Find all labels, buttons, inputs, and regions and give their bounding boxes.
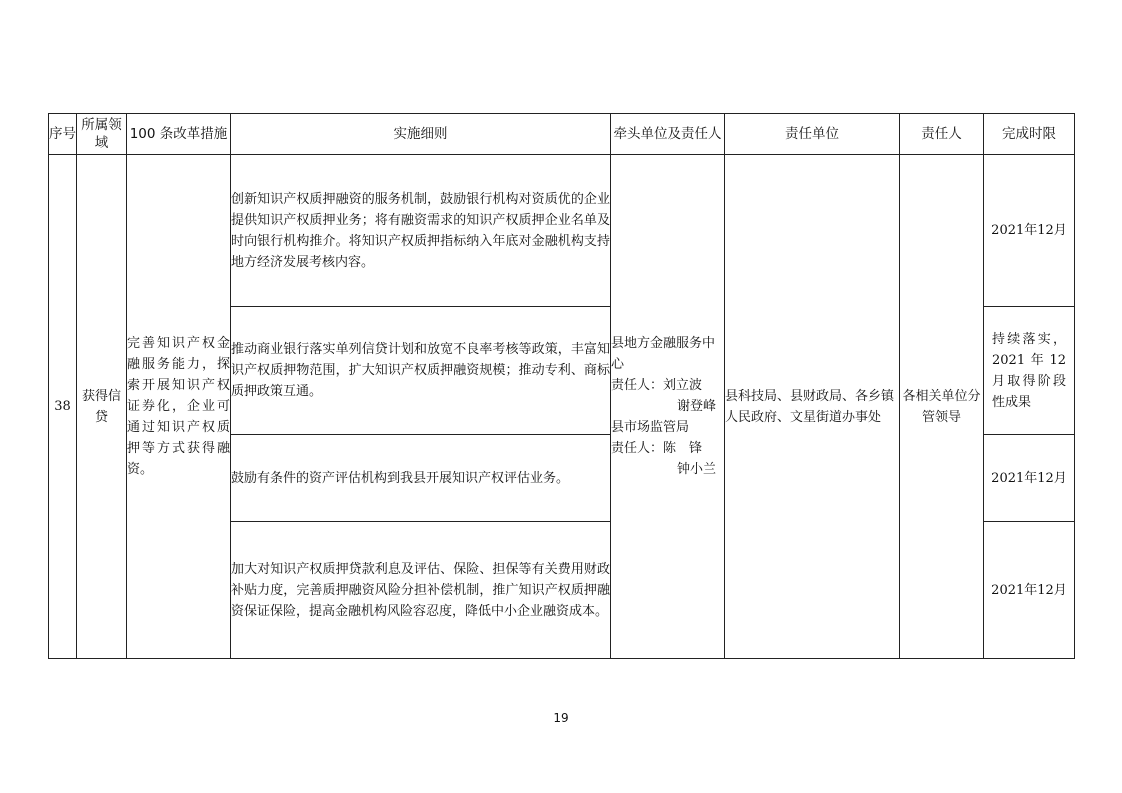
cell-detail-4: 加大对知识产权质押贷款利息及评估、保险、担保等有关费用财政补贴力度，完善质押融资风险分担补偿机制，推广知识产权质押融资保证保险，提高金融机构风险容忍度，降低中小企业融资成本。 xyxy=(231,522,611,659)
cell-lead xyxy=(611,155,725,659)
header-field: 所属领域 xyxy=(77,114,127,155)
lead-person-1b: 谢登峰 xyxy=(676,399,716,414)
table-row xyxy=(49,155,1075,307)
cell-seq: 38 xyxy=(49,155,77,659)
header-seq: 序号 xyxy=(49,114,77,155)
cell-deadline-3: 2021年12月 xyxy=(984,435,1075,522)
cell-responsible-person: 各相关单位分管领导 xyxy=(900,155,984,659)
header-responsible-unit: 责任单位 xyxy=(725,114,900,155)
lead-unit-1: 县地方金融服务中心 xyxy=(611,336,716,372)
header-responsible-person: 责任人 xyxy=(900,114,984,155)
cell-deadline-2: 持续落实，2021年12月取得阶段性成果 xyxy=(984,307,1075,435)
cell-measure: 完善知识产权金融服务能力，探索开展知识产权证券化，企业可通过知识产权质押等方式获得融资。 xyxy=(127,155,231,659)
cell-field: 获得信贷 xyxy=(77,155,127,659)
cell-deadline-1: 2021年12月 xyxy=(984,155,1075,307)
header-measure: 100 条改革措施 xyxy=(127,114,231,155)
lead-unit-2: 县市场监管局 xyxy=(611,420,690,435)
cell-detail-2: 推动商业银行落实单列信贷计划和放宽不良率考核等政策，丰富知识产权质押物范围，扩大知识产权质押融资规模；推动专利、商标质押政策互通。 xyxy=(231,307,611,435)
header-detail: 实施细则 xyxy=(231,114,611,155)
cell-responsible-unit: 县科技局、县财政局、各乡镇人民政府、文星街道办事处 xyxy=(725,155,900,659)
page-number: 19 xyxy=(553,711,569,725)
header-deadline: 完成时限 xyxy=(984,114,1075,155)
cell-detail-1: 创新知识产权质押融资的服务机制，鼓励银行机构对资质优的企业提供知识产权质押业务；将有融资需求的知识产权质押企业名单及时向银行机构推介。将知识产权质押指标纳入年底对金融机构支持地方经济发展考核内容。 xyxy=(231,155,611,307)
lead-person-2b: 钟小兰 xyxy=(676,462,716,477)
lead-person-1: 责任人：刘立波 xyxy=(611,378,703,393)
cell-detail-3: 鼓励有条件的资产评估机构到我县开展知识产权评估业务。 xyxy=(231,435,611,522)
header-row xyxy=(49,114,1075,155)
header-lead: 牵头单位及责任人 xyxy=(611,114,725,155)
cell-deadline-4: 2021年12月 xyxy=(984,522,1075,659)
reform-measures-table xyxy=(48,113,1075,659)
lead-person-2: 责任人：陈 锋 xyxy=(611,441,703,456)
